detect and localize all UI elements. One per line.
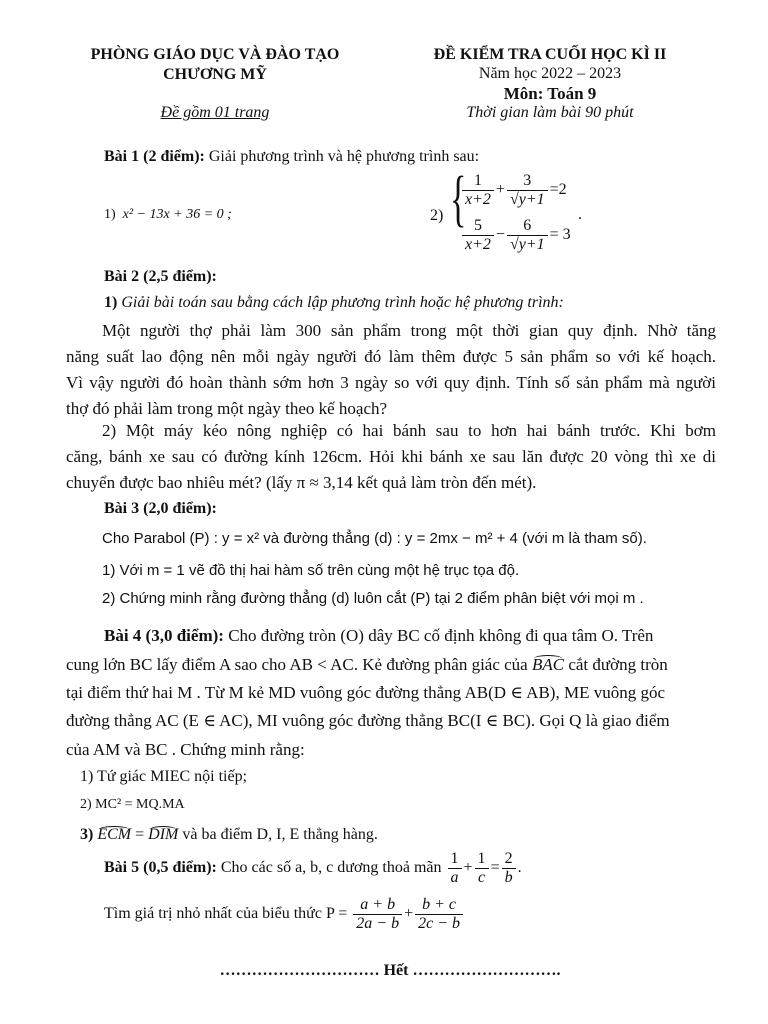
bai3-line3: 2) Chứng minh rằng đường thẳng (d) luôn cắt (P) tại 2 điểm phân biệt với mọi m . <box>102 590 644 607</box>
bai1-heading: Bài 1 (2 điểm): Giải phương trình và hệ phương trình sau: <box>104 148 480 165</box>
bai3-heading: Bài 3 (2,0 điểm): <box>104 500 217 517</box>
system-row-2: $\frac{5}{x+2}$ − $\frac{6}{√y+1}$ = 3 <box>460 217 571 254</box>
bai4-item3: 3) ECM = DIM và ba điểm D, I, E thẳng hàng. <box>80 826 378 843</box>
subject: Môn: Toán 9 <box>503 84 597 103</box>
bai4-line2: cung lớn BC lấy điểm A sao cho AB < AC. Kẻ đường phân giác của BAC cắt đường tròn <box>66 655 668 674</box>
bai2-p1: Một người thợ phải làm 300 sản phẩm trong một thời gian quy định. Nhờ tăng năng suất lao động nên mỗi ngày người đó làm thêm được 5 sản phẩm so với kế hoạch. Vì vậy người đó hoàn thành sớm hơn 3 ngày so với quy định. Tính số sản phẩm mà người thợ đó phải làm trong một ngày theo kế hoạch? <box>66 321 716 418</box>
system-row-1: $\frac{1}{x+2}$ + $\frac{3}{√y+1}$ =2 <box>460 172 567 209</box>
bai3-line1: Cho Parabol (P) : y = x² và đường thẳng (d) : y = 2mx − m² + 4 (với m là tham số). <box>102 530 647 547</box>
bai4-line3: tại điểm thứ hai M . Từ M kẻ MD vuông góc đường thẳng AB(D ∈ AB), ME vuông góc <box>66 683 666 702</box>
bai2-heading: Bài 2 (2,5 điểm): <box>104 268 217 285</box>
end-marker: ………………………… Hết ………………………. <box>219 962 561 979</box>
dept-name: PHÒNG GIÁO DỤC VÀ ĐÀO TẠO <box>90 46 340 63</box>
brace: { <box>450 165 467 233</box>
bai4-item1: 1) Tứ giác MIEC nội tiếp; <box>80 768 248 785</box>
bai1-q2-label: 2) <box>430 207 444 224</box>
duration: Thời gian làm bài 90 phút <box>466 104 634 121</box>
bai5-line2: Tìm giá trị nhỏ nhất của biểu thức P = $\frac{a + b}{2a - b}$ + $\frac{b + c}{2c - b}$ <box>104 896 465 933</box>
bai4-line5: của AM và BC . Chứng minh rằng: <box>66 740 305 759</box>
bai4-line4: đường thẳng AC (E ∈ AC), MI vuông góc đường thẳng BC(I ∈ BC). Gọi Q là giao điểm <box>66 711 670 730</box>
bai2-instruction: 1) Giải bài toán sau bằng cách lập phương trình hoặc hệ phương trình: <box>104 294 564 311</box>
page-count-note: Đề gồm 01 trang <box>160 104 270 121</box>
exam-title: ĐỀ KIỂM TRA CUỐI HỌC KÌ II <box>433 46 667 63</box>
bai4-line1: Bài 4 (3,0 điểm): Cho đường tròn (O) dây BC cố định không đi qua tâm O. Trên <box>104 626 654 645</box>
bai5-line1: Bài 5 (0,5 điểm): Cho các số a, b, c dương thoả mãn $\frac{1}{a}$ + $\frac{1}{c}$ = $\frac{2}{b}$ . <box>104 850 522 886</box>
bai3-line2: 1) Với m = 1 vẽ đồ thị hai hàm số trên cùng một hệ trục tọa độ. <box>102 562 520 579</box>
district-name: CHƯƠNG MỸ <box>163 66 267 83</box>
bai4-item2: 2) MC² = MQ.MA <box>80 797 185 812</box>
school-year: Năm học 2022 – 2023 <box>478 65 622 82</box>
bai1-q1: 1) x² − 13x + 36 = 0 ; <box>104 207 232 222</box>
system-end: . <box>578 206 582 223</box>
bai2-p2: 2) Một máy kéo nông nghiệp có hai bánh sau to hơn hai bánh trước. Khi bơm căng, bánh xe sau có đường kính 126cm. Hỏi khi bánh xe sau lăn được 20 vòng thì xe di chuyển được bao nhiêu mét? (lấy π ≈ 3,14 kết quả làm tròn đến mét). <box>66 421 716 492</box>
